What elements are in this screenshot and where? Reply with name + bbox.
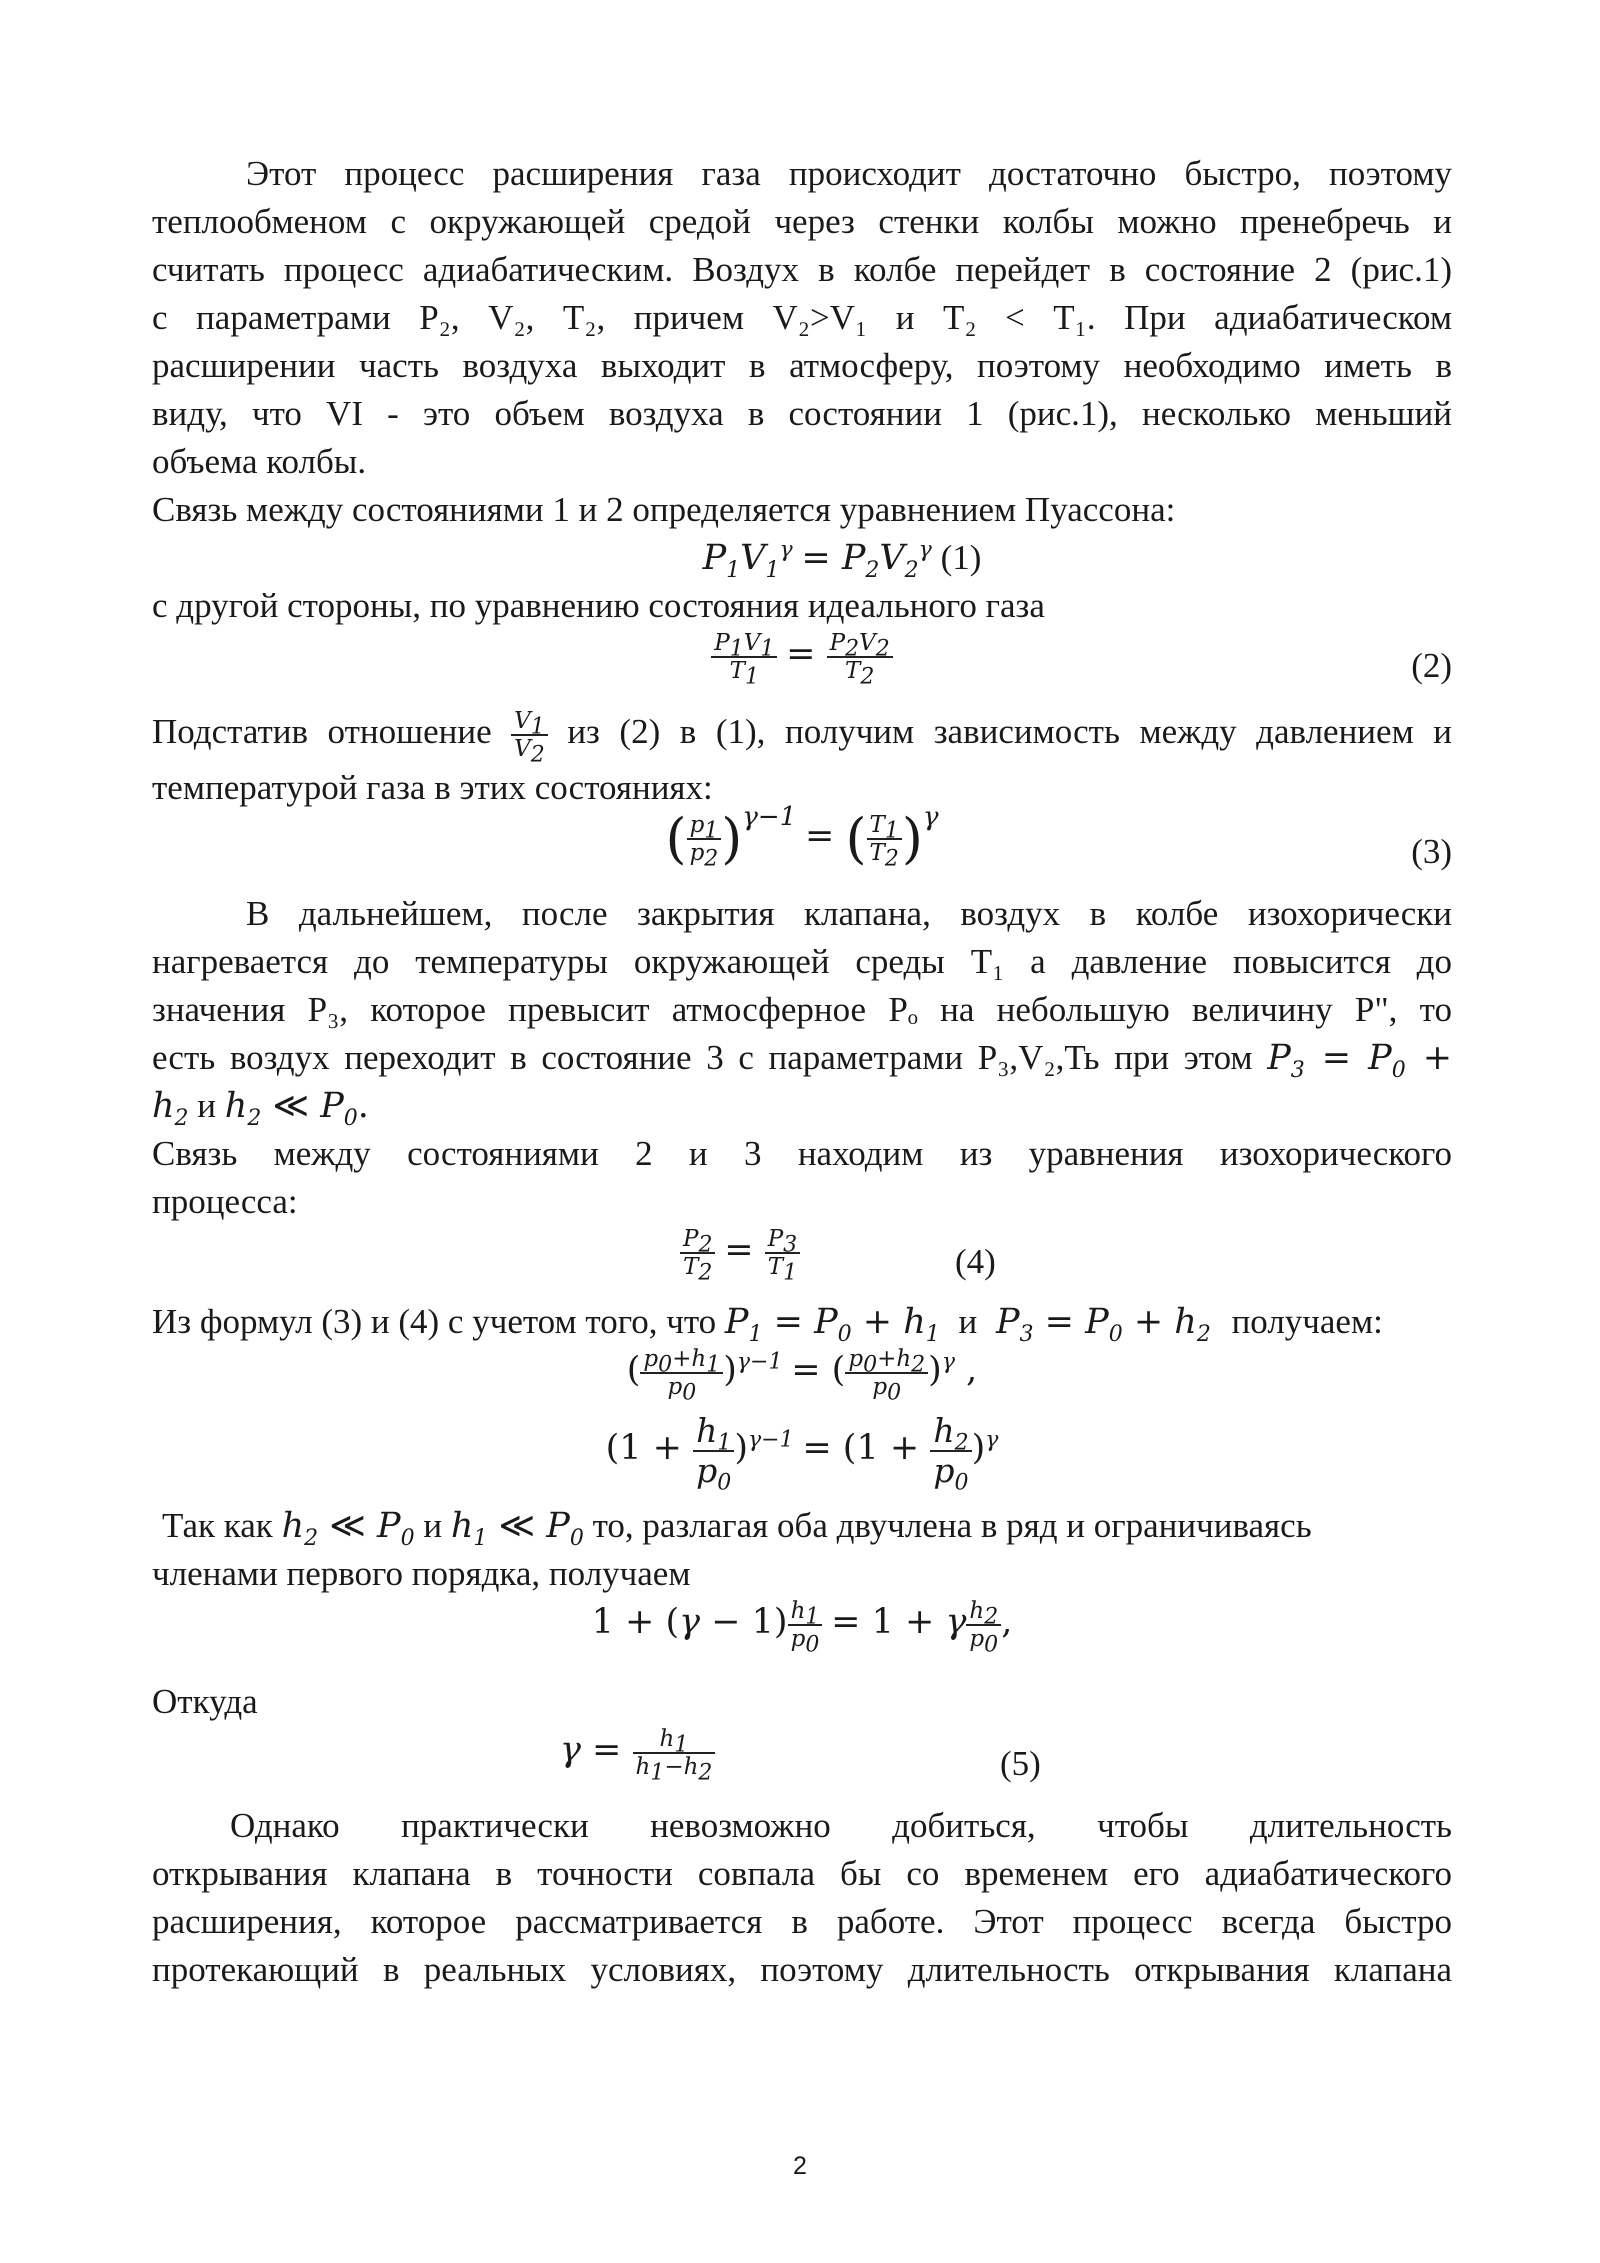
- equation-number: (3): [1411, 832, 1452, 871]
- text-line: Из формул (3) и (4) с учетом того, что $P_1 = P_0 + h_1$ и $P_3 = P_0 + h_2$ получаем:: [152, 1302, 1383, 1347]
- text-line: процесса:: [152, 1182, 298, 1221]
- text-line: нагревается до температуры окружающей среды Т₁ а давление повысится до: [152, 942, 1452, 981]
- text-line: расширении часть воздуха выходит в атмосферу, поэтому необходимо иметь в: [152, 346, 1452, 385]
- poisson-intro: Связь между состояниями 1 и 2 определяется уравнением Пуассона:: [152, 490, 1176, 529]
- text-line: объема колбы.: [152, 442, 367, 481]
- text-line: В дальнейшем, после закрытия клапана, воздух в колбе изохорически: [246, 894, 1452, 933]
- text-line: Этот процесс расширения газа происходит достаточно быстро, поэтому: [246, 154, 1452, 193]
- text-line: Подстатив отношение $\frac{V_1}{V_2}$ из (2) в (1), получим зависимость между давлением и: [152, 707, 1452, 768]
- text-line: Так как $h_2$ ≪ $P_0$ и $h_1$ ≪ $P_0$ то, разлагая оба двучлена в ряд и ограничиваясь: [162, 1506, 1312, 1551]
- text-line: значения Р₃, которое превысит атмосферное Рₒ на небольшую величину Р", то: [152, 990, 1452, 1029]
- equation-expanded: ( $\frac{p_0+h_1}{p_0}$ )$^{\gamma-1}$ = ( $\frac{p_0+h_2}{p_0}$ )$^\gamma$ ,: [626, 1346, 978, 1406]
- equation-linearized: 1 + (γ − 1) $\frac{h_1}{p_0}$ = 1 + γ $\frac{h_2}{p_0}$ ,: [591, 1598, 1013, 1658]
- equation-number: (1): [940, 538, 982, 577]
- paragraph-practical: [152, 1802, 1452, 1994]
- equation-number: (5): [1000, 1744, 1041, 1783]
- paragraph-adiabatic: [152, 150, 1452, 486]
- equation-3: ( $\frac{p_1}{p_2}$ )$^{\gamma-1}$ = ( $\frac{T_1}{T_2}$ )$^\gamma$ (3): [152, 812, 1452, 890]
- text-line: с параметрами Р₂, V₂, Т₂, причем V₂>V₁ и Т₂ < Т₁. При адиабатическом: [152, 298, 1452, 337]
- text-line: $h_2$ и $h_2$ ≪ $P_0$.: [152, 1086, 369, 1131]
- paragraph-isochoric: [152, 1130, 1452, 1226]
- text-line: температурой газа в этих состояниях:: [152, 768, 713, 807]
- text-line: виду, что VI - это объем воздуха в состоянии 1 (рис.1), несколько меньший: [152, 394, 1452, 433]
- text-line: есть воздух переходит в состояние 3 с параметрами Р₃,V₂,Ть при этом $P_3 = P_0$ +: [152, 1038, 1453, 1083]
- gas-intro: с другой стороны, по уравнению состояния идеального газа: [152, 586, 1045, 625]
- text-line: Связь между состояниями 2 и 3 находим из уравнения изохорического: [152, 1134, 1452, 1173]
- equation-number: (4): [955, 1242, 996, 1281]
- equation-1: $P_1V_1^\gamma = P_2V_2^\gamma$ (1): [702, 537, 982, 583]
- text-line: теплообменом с окружающей средой через стенки колбы можно пренебречь и: [152, 202, 1452, 241]
- equation-2: $\frac{P_1V_1}{T_1}$ = $\frac{P_2V_2}{T_2}$ (2): [152, 630, 1452, 700]
- text-line: расширения, которое рассматривается в работе. Этот процесс всегда быстро: [152, 1902, 1452, 1941]
- text-line: членами первого порядка, получаем: [152, 1554, 691, 1593]
- equation-4: $\frac{P_2}{T_2}$ = $\frac{P_3}{T_1}$ (4): [152, 1226, 1452, 1298]
- text-line: Однако практически невозможно добиться, чтобы длительность: [230, 1806, 1452, 1845]
- page-number: 2: [793, 2152, 807, 2180]
- text-line: считать процесс адиабатическим. Воздух в колбе перейдет в состояние 2 (рис.1): [152, 250, 1452, 289]
- page-body: [152, 150, 1452, 1994]
- equation-normalized: (1 + $\frac{h_1}{p_0}$ )$^{\gamma-1}$ = (1 + $\frac{h_2}{p_0}$ )$^\gamma$: [605, 1411, 999, 1496]
- equation-number: (2): [1411, 646, 1452, 685]
- equation-5: γ = $\frac{h_1}{h_1-h_2}$ (5): [152, 1726, 1452, 1802]
- text-line: протекающий в реальных условиях, поэтому длительность открывания клапана: [152, 1950, 1452, 1989]
- text-line: Откуда: [152, 1682, 258, 1721]
- paragraph-isochoric-heating: [152, 890, 1452, 1130]
- text-line: открывания клапана в точности совпала бы со временем его адиабатического: [152, 1854, 1452, 1893]
